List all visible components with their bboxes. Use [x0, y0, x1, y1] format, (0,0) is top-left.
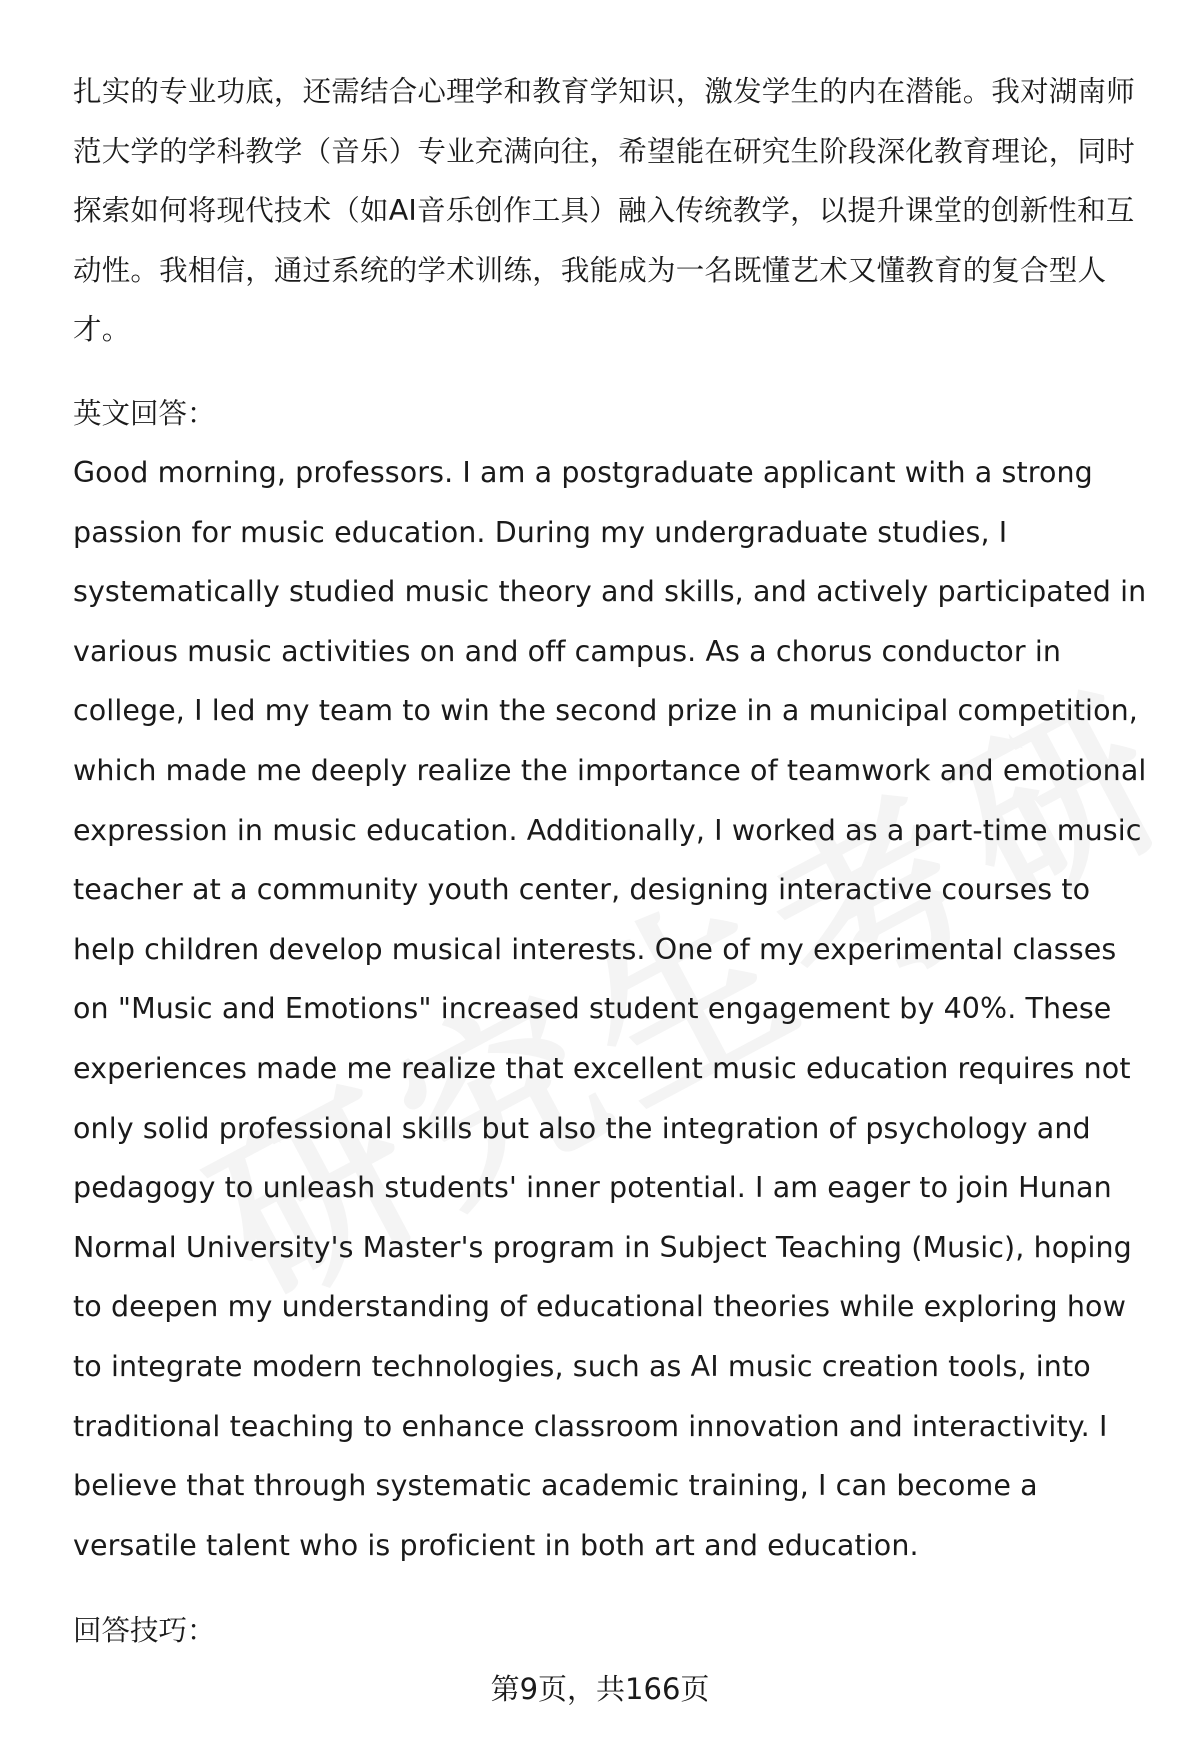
english-answer-label: 英文回答：	[73, 396, 216, 430]
page-content	[73, 62, 1148, 1661]
english-answer-paragraph: Good morning, professors. I am a postgraduate applicant with a strong passion for music education. During my undergraduate studies, I systematically studied music theory and skills, and actively participated in various music activities on and off campus. As a chorus conductor in college, I led my team to win the second prize in a municipal competition, which made me deeply realize the importance of teamwork and emotional expression in music education. Additionally, I worked as a part-time music teacher at a community youth center, designing interactive courses to help children develop musical interests. One of my experimental classes on "Music and Emotions" increased student engagement by 40%. These experiences made me realize that excellent music education requires not only solid professional skills but also the integration of psychology and pedagogy to unleash students' inner potential. I am eager to join Hunan Normal University's Master's program in Subject Teaching (Music), hoping to deepen my understanding of educational theories while exploring how to integrate modern technologies, such as AI music creation tools, into traditional teaching to enhance classroom innovation and interactivity. I believe that through systematic academic training, I can become a versatile talent who is proficient in both art and education.	[73, 456, 1147, 1562]
answer-tips-label: 回答技巧：	[73, 1614, 216, 1648]
chinese-paragraph: 扎实的专业功底，还需结合心理学和教育学知识，激发学生的内在潜能。我对湖南师范大学的学科教学（音乐）专业充满向往，希望能在研究生阶段深化教育理论，同时探索如何将现代技术（如AI音乐创作工具）融入传统教学，以提升课堂的创新性和互动性。我相信，通过系统的学术训练，我能成为一名既懂艺术又懂教育的复合型人才。	[73, 75, 1135, 346]
page-number-footer: 第9页，共166页	[490, 1672, 710, 1706]
